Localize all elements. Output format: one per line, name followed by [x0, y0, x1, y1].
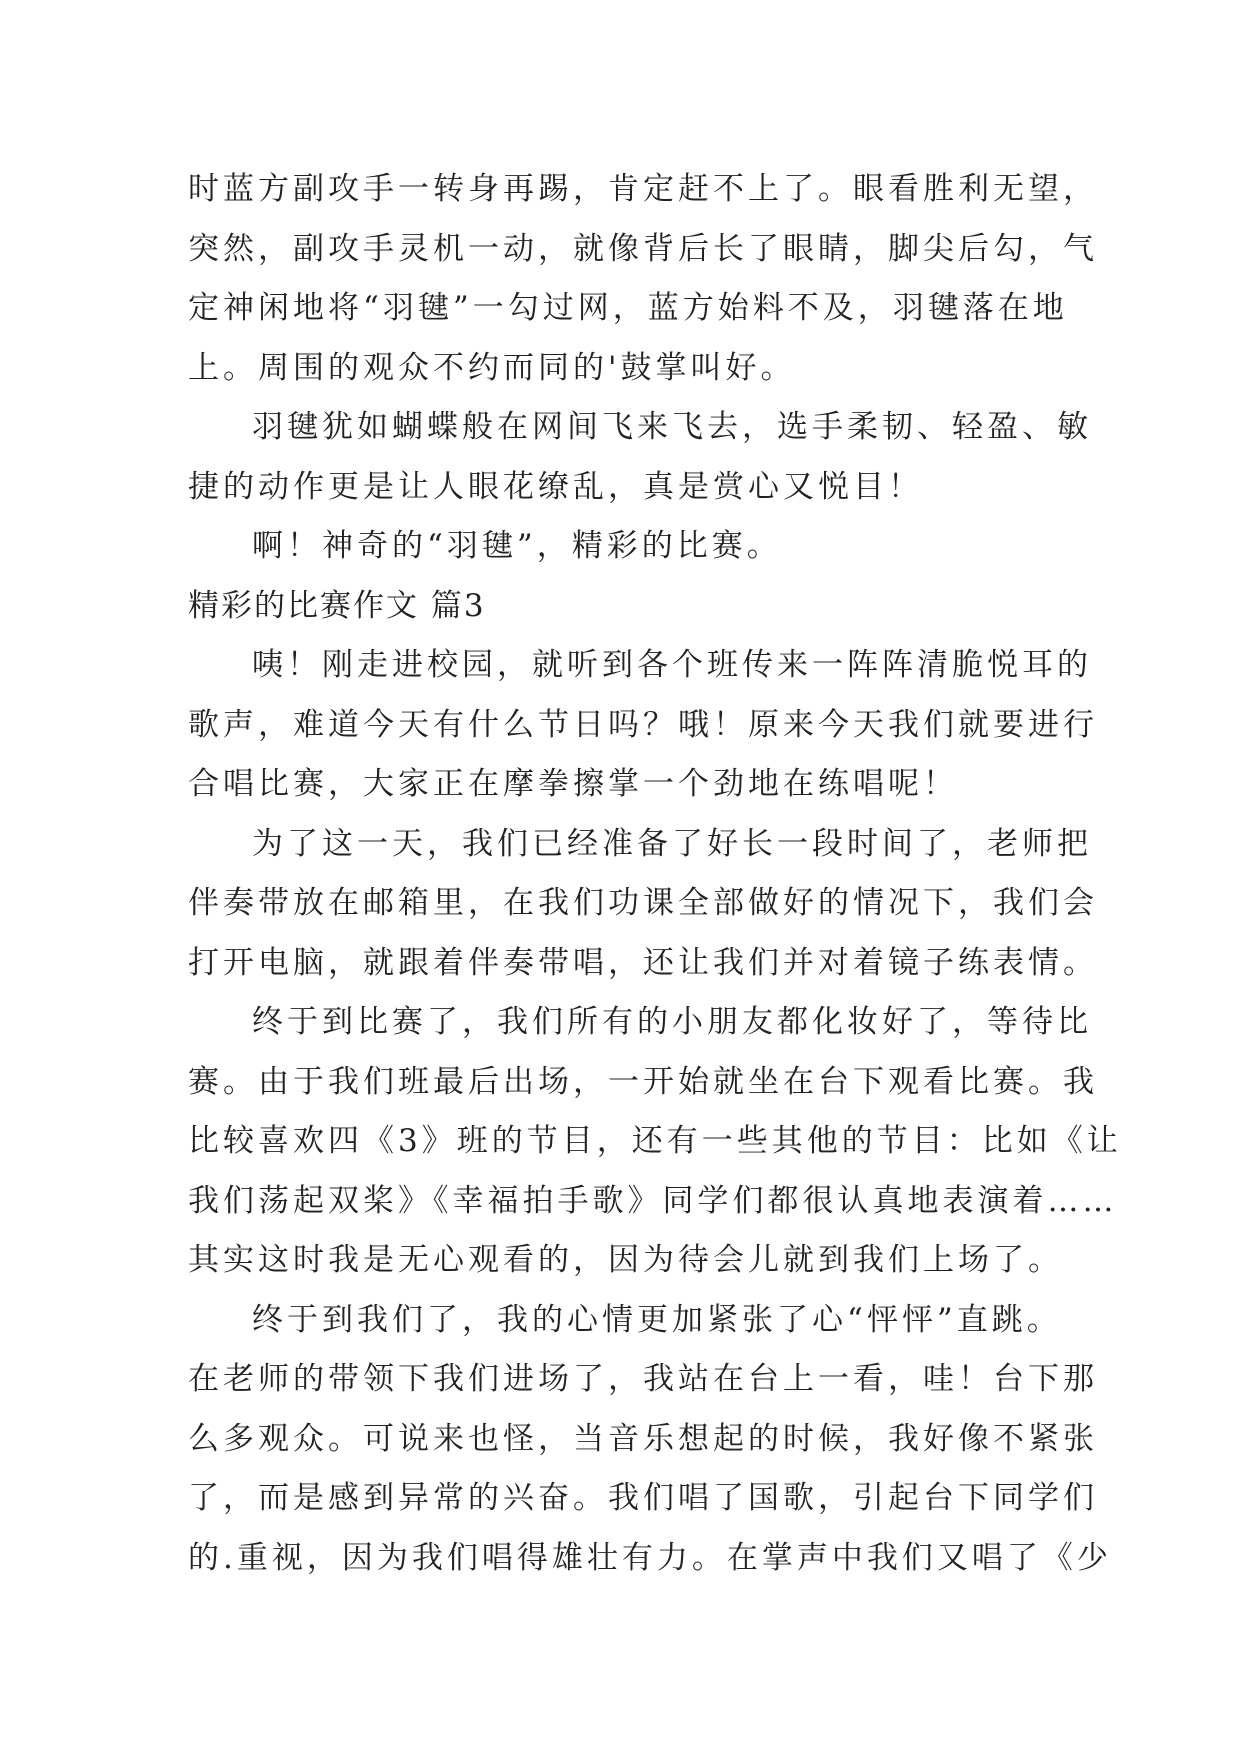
text-line: 捷的动作更是让人眼花缭乱，真是赏心又悦目！ [188, 468, 923, 505]
document-body [188, 160, 1122, 1588]
text-line: 终于到比赛了，我们所有的小朋友都化妆好了，等待比 [252, 1004, 1092, 1040]
section-heading: 精彩的比赛作文 篇3 [188, 587, 486, 624]
text-line: 我们荡起双桨》《幸福拍手歌》同学们都很认真地表演着…… [188, 1182, 1118, 1219]
text-line: 羽毽犹如蝴蝶般在网间飞来飞去，选手柔韧、轻盈、敏 [252, 409, 1092, 445]
text-line: 终于到我们了，我的心情更加紧张了心“怦怦”直跳。 [252, 1301, 1062, 1338]
text-line: 赛。由于我们班最后出场，一开始就坐在台下观看比赛。我 [188, 1063, 1098, 1100]
text-line: 的.重视，因为我们唱得雄壮有力。在掌声中我们又唱了《少 [188, 1539, 1112, 1576]
text-line: 打开电脑，就跟着伴奏带唱，还让我们并对着镜子练表情。 [188, 944, 1098, 981]
text-line: 歌声，难道今天有什么节日吗？哦！原来今天我们就要进行 [188, 706, 1098, 743]
text-line: 啊！神奇的“羽毽”，精彩的比赛。 [252, 528, 782, 564]
text-line: 比较喜欢四《3》班的节目，还有一些其他的节目：比如《让 [188, 1123, 1122, 1159]
text-line: 伴奏带放在邮箱里，在我们功课全部做好的情况下，我们会 [188, 885, 1098, 921]
text-line: 其实这时我是无心观看的，因为待会儿就到我们上场了。 [188, 1242, 1063, 1278]
text-line: 上。周围的观众不约而同的'鼓掌叫好。 [188, 349, 796, 386]
text-line: 咦！刚走进校园，就听到各个班传来一阵阵清脆悦耳的 [252, 647, 1092, 683]
text-line: 定神闲地将“羽毽”一勾过网，蓝方始料不及，羽毽落在地 [188, 290, 1068, 326]
text-line: 突然，副攻手灵机一动，就像背后长了眼睛，脚尖后勾，气 [188, 230, 1098, 267]
text-line: 为了这一天，我们已经准备了好长一段时间了，老师把 [252, 825, 1092, 862]
text-line: 在老师的带领下我们进场了，我站在台上一看，哇！台下那 [188, 1361, 1098, 1397]
text-line: 么多观众。可说来也怪，当音乐想起的时候，我好像不紧张 [188, 1420, 1098, 1457]
text-line: 时蓝方副攻手一转身再踢，肯定赶不上了。眼看胜利无望， [188, 171, 1098, 207]
text-line: 合唱比赛，大家正在摩拳擦掌一个劲地在练唱呢！ [188, 766, 958, 802]
text-line: 了，而是感到异常的兴奋。我们唱了国歌，引起台下同学们 [188, 1480, 1098, 1516]
